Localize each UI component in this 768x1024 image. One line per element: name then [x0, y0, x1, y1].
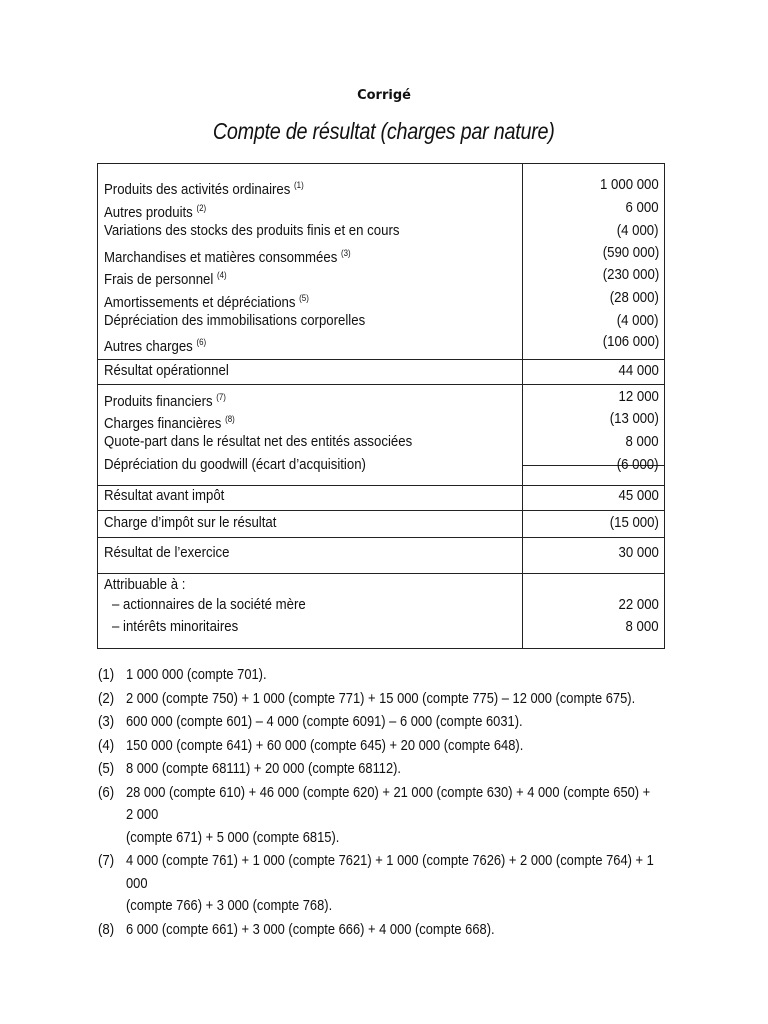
footnote-text: 4 000 (compte 761) + 1 000 (compte 7621) + 1 000 (compte 7626) + 2 000 (compte 764) + 1 000 [126, 852, 654, 892]
row-value: 30 000 [618, 544, 659, 561]
row-label: Résultat de l’exercice [104, 544, 230, 561]
row-value: 8 000 [625, 433, 659, 450]
row-value: 45 000 [618, 487, 659, 504]
row-value: (28 000) [609, 289, 659, 306]
footnote [98, 782, 678, 850]
row-value: (4 000) [617, 222, 659, 239]
footnote [98, 758, 678, 781]
row-label: Produits financiers $^{(7)}$ [104, 392, 226, 410]
row-label: Produits des activités ordinaires $^{(1)}$ [104, 180, 304, 198]
row-label: Dépréciation des immobilisations corporelles [104, 312, 366, 329]
footnote [98, 688, 678, 711]
row-value: (6 000) [617, 456, 659, 473]
table-title: Compte de résultat (charges par nature) [212, 118, 555, 144]
heading: Corrigé [357, 88, 411, 103]
row-label: Attribuable à : [104, 576, 186, 593]
row-label: Dépréciation du goodwill (écart d’acquisition) [104, 456, 366, 473]
row-label: – intérêts minoritaires [112, 618, 239, 635]
footnote-text: 6 000 (compte 661) + 3 000 (compte 666) + 4 000 (compte 668). [126, 920, 495, 938]
row-label: Autres produits $^{(2)}$ [104, 203, 207, 221]
footnote-number: (3) [98, 713, 115, 730]
footnote [98, 919, 678, 942]
footnote-number: (1) [98, 666, 115, 683]
footnote [98, 664, 678, 687]
footnote-text: 28 000 (compte 610) + 46 000 (compte 620) + 21 000 (compte 630) + 4 000 (compte 650) + 2 000 [126, 783, 651, 823]
row-value: 6 000 [625, 199, 659, 216]
row-separator [98, 537, 664, 538]
footnote-text: 1 000 000 (compte 701). [126, 666, 267, 683]
row-value: 1 000 000 [600, 176, 659, 193]
footnote-number: (2) [98, 689, 115, 707]
row-value: (230 000) [602, 266, 659, 283]
footnote [98, 735, 678, 758]
row-label: Résultat avant impôt [104, 487, 225, 504]
row-separator [98, 384, 664, 385]
footnote [98, 850, 678, 918]
column-divider [522, 164, 523, 648]
row-label: Autres charges $^{(6)}$ [104, 337, 207, 355]
row-label: Charges financières $^{(8)}$ [104, 414, 235, 432]
income-statement-table [97, 163, 665, 649]
footnote-number: (6) [98, 783, 115, 801]
row-label: Amortissements et dépréciations $^{(5)}$ [104, 293, 309, 311]
row-value: 8 000 [625, 618, 659, 635]
row-value: 44 000 [618, 362, 659, 379]
row-value: (4 000) [617, 312, 659, 329]
row-value: (106 000) [602, 333, 659, 350]
row-label: – actionnaires de la société mère [112, 596, 306, 613]
footnote-number: (7) [98, 852, 115, 869]
row-separator [98, 510, 664, 511]
footnote-text-continued: (compte 766) + 3 000 (compte 768). [126, 897, 333, 914]
row-label: Variations des stocks des produits finis et en cours [104, 222, 400, 239]
footnote-text: 8 000 (compte 68111) + 20 000 (compte 68112). [126, 760, 402, 777]
footnote-number: (8) [98, 920, 115, 938]
footnotes [98, 664, 678, 942]
row-label: Quote-part dans le résultat net des entités associées [104, 433, 413, 450]
row-value: 12 000 [618, 388, 659, 405]
row-value: 22 000 [618, 596, 659, 613]
row-label: Résultat opérationnel [104, 362, 229, 379]
footnote-text: 150 000 (compte 641) + 60 000 (compte 645) + 20 000 (compte 648). [126, 736, 524, 754]
row-value: (13 000) [609, 410, 659, 427]
footnote [98, 711, 678, 734]
footnote-text: 2 000 (compte 750) + 1 000 (compte 771) + 15 000 (compte 775) – 12 000 (compte 675). [126, 689, 636, 707]
row-label: Marchandises et matières consommées $^{(3)}$ [104, 248, 351, 266]
footnote-text-continued: (compte 671) + 5 000 (compte 6815). [126, 828, 340, 846]
row-value: (590 000) [602, 244, 659, 261]
footnote-number: (4) [98, 736, 115, 754]
row-label: Charge d’impôt sur le résultat [104, 514, 277, 531]
row-value: (15 000) [609, 514, 659, 531]
footnote-text: 600 000 (compte 601) – 4 000 (compte 6091) – 6 000 (compte 6031). [126, 713, 523, 730]
row-label: Frais de personnel $^{(4)}$ [104, 270, 227, 288]
footnote-number: (5) [98, 760, 115, 777]
